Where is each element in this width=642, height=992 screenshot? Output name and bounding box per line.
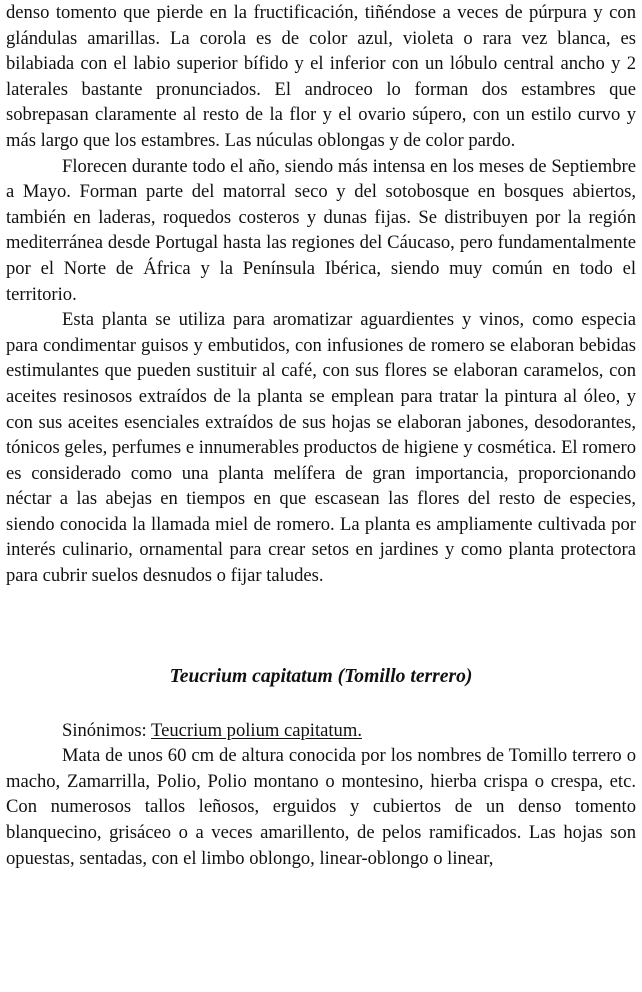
paragraph-rosemary-flowering: Florecen durante todo el año, siendo más intensa en los meses de Septiembre a Mayo. Forman parte del matorral seco y del sotobosque en bosques abiertos, también en laderas, roquedos costeros y dunas fijas. Se distribuyen por la región mediterránea desde Portugal hasta las regiones del Cáucaso, pero fundamentalmente por el Norte de África y la Península Ibérica, siendo muy común en todo el territorio. bbox=[6, 155, 636, 305]
synonyms-label: Sinónimos: bbox=[62, 719, 152, 741]
document-page bbox=[6, 0, 636, 871]
synonyms-line bbox=[6, 718, 636, 744]
paragraph-rosemary-uses: Esta planta se utiliza para aromatizar aguardientes y vinos, como especia para condimentar guisos y embutidos, con infusiones de romero se elaboran bebidas estimulantes que pueden sustituir al café, con sus flores se elaboran caramelos, con aceites resinosos extraídos de la planta se emplean para tratar la pintura al óleo, y con sus aceites esenciales extraídos de sus hojas se elaboran jabones, desodorantes, tónicos geles, perfumes e innumerables productos de higiene y cosmética. El romero es considerado como una planta melífera de gran importancia, proporcionando néctar a las abejas en tiempos en que escasean las flores del resto de especies, siendo conocida la llamada miel de romero. La planta es ampliamente cultivada por interés culinario, ornamental para crear setos en jardines y como planta protectora para cubrir suelos desnudos o fijar taludes. bbox=[6, 309, 636, 587]
paragraph-rosemary-description: denso tomento que pierde en la fructificación, tiñéndose a veces de púrpura y con glándulas amarillas. La corola es de color azul, violeta o rara vez blanca, es bilabiada con el labio superior bífido y el inferior con un lóbulo central ancho y 2 laterales bastante pronunciados. El androceo lo forman dos estambres que sobrepasan claramente al resto de la flor y el ovario súpero, con un estilo curvo y más largo que los estambres. Las núculas oblongas y de color pardo. bbox=[6, 2, 636, 151]
synonyms-value: Teucrium polium capitatum. bbox=[151, 719, 362, 741]
paragraph-teucrium-description: Mata de unos 60 cm de altura conocida por los nombres de Tomillo terrero o macho, Zamarrilla, Polio, Polio montano o montesino, hierba crispa o crespa, etc. Con numerosos tallos leñosos, erguidos y cubiertos de un denso tomento blanquecino, grisáceo o a veces amarillento, de pelos ramificados. Las hojas son opuestas, sentadas, con el limbo oblongo, linear-oblongo o linear, bbox=[6, 745, 636, 869]
section-heading-teucrium: Teucrium capitatum (Tomillo terrero) bbox=[169, 665, 473, 687]
